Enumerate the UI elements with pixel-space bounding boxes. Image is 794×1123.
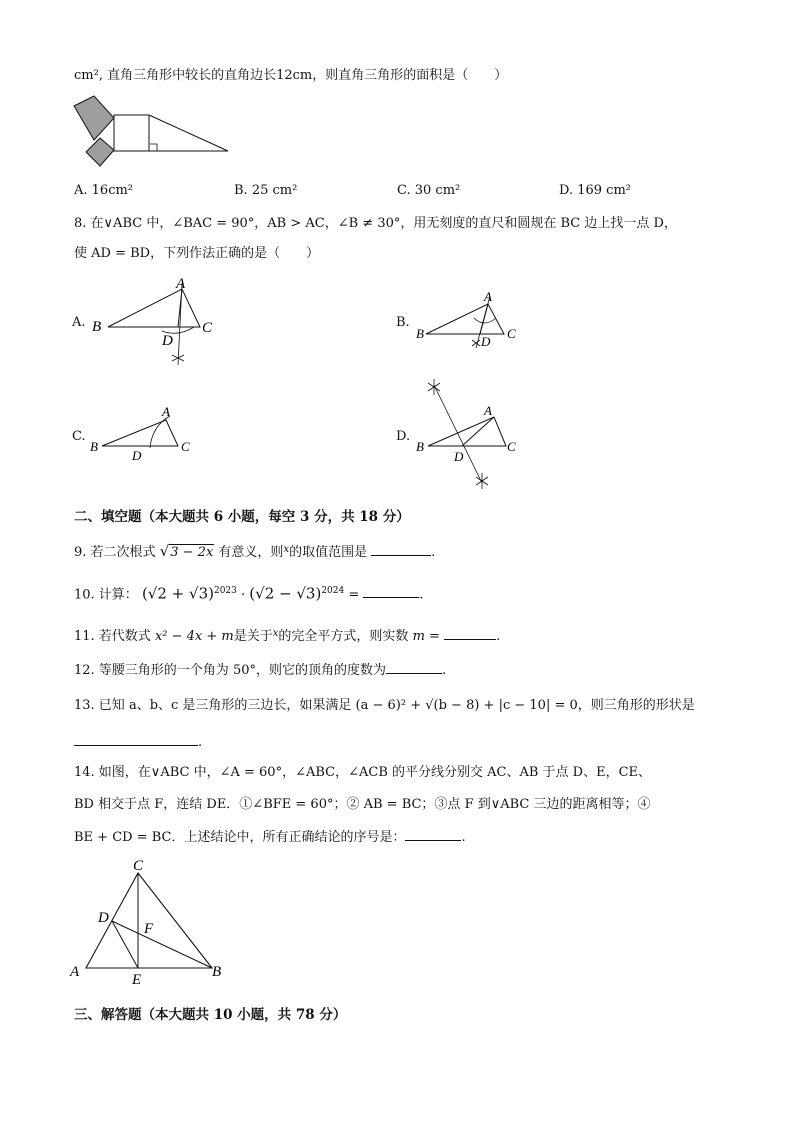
q11-eq: = — [429, 629, 440, 644]
q8a-label-b: B — [92, 319, 102, 335]
q8-line2: 使 AD = BD，下列作法正确的是（ ） — [74, 246, 320, 261]
q8-option-d-letter: D. — [396, 429, 411, 444]
q14-end: . — [461, 830, 466, 845]
q14-label-d: D — [98, 910, 109, 926]
q13-line1: 13. 已知 a、b、c 是三角形的三边长，如果满足 (a − 6)² + √(b − 8) + |c − 10| = 0，则三角形的形状是 — [74, 698, 695, 713]
q12-text: 12. 等腰三角形的一个角为 50°，则它的顶角的度数为 — [74, 663, 386, 678]
q8b-label-b: B — [416, 326, 424, 341]
q14-label-f: F — [144, 921, 154, 937]
q13-answer-blank[interactable] — [74, 733, 198, 746]
q8b-label-c: C — [507, 326, 516, 341]
q8b-label-d: D — [481, 334, 491, 349]
q13-line2 — [74, 733, 202, 752]
q9: 9. 若二次根式 √3 − 2x 有意义，则$^x$的取值范围是 . — [74, 542, 436, 560]
q9-var: x — [283, 544, 290, 555]
q11-mid2: 的完全平方式，则实数 — [278, 629, 409, 644]
q13-end: . — [198, 735, 203, 750]
q10-exp1: 2023 — [213, 586, 237, 596]
q12-answer-blank[interactable] — [386, 661, 442, 674]
q10-eq: = — [348, 587, 360, 603]
q7-option-a: A. 16cm² — [74, 183, 134, 198]
square-bottom — [86, 138, 114, 166]
q14-label-a: A — [70, 964, 80, 980]
q11-answer-blank[interactable] — [444, 627, 496, 640]
q9-end: . — [431, 545, 436, 560]
q14-label-c: C — [133, 858, 144, 874]
q10-expr1: (√2 + √3) — [141, 584, 214, 603]
q8-option-c-letter: C. — [72, 429, 86, 444]
middle-square — [114, 115, 149, 151]
q8-figure-c — [88, 400, 198, 465]
q12-end: . — [441, 663, 447, 678]
q10-answer-blank[interactable] — [363, 585, 419, 598]
q10-expr2: (√2 − √3) — [249, 584, 322, 603]
q9-radicand: 3 − 2x — [170, 545, 214, 560]
q11-mid: 是关于 — [233, 629, 273, 644]
q12 — [74, 661, 446, 680]
q8c-label-c: C — [181, 439, 190, 454]
q8-figure-d — [414, 375, 524, 490]
q8d-label-a: A — [484, 403, 492, 418]
q8-option-a-letter: A. — [72, 315, 86, 330]
section3-title: 三、解答题（本大题共 10 小题，共 78 分） — [74, 1007, 347, 1023]
section2-title: 二、填空题（本大题共 6 小题，每空 3 分，共 18 分） — [74, 509, 410, 525]
q7-option-b: B. 25 cm² — [234, 183, 298, 198]
right-triangle — [149, 115, 228, 151]
q8c-label-a: A — [162, 404, 170, 419]
q14-line3 — [74, 828, 466, 847]
q8-line1: 8. 在∨ABC 中，∠BAC = 90°，AB > AC，∠B ≠ 30°，用无刻度的直尺和圆规在 BC 边上找一点 D， — [74, 216, 677, 231]
q14-label-e: E — [132, 972, 142, 988]
q10-end: . — [419, 587, 424, 603]
q14-answer-blank[interactable] — [405, 828, 461, 841]
q11-pre: 11. 若代数式 — [74, 629, 151, 644]
q10-exp2: 2024 — [321, 586, 345, 596]
q9-answer-blank[interactable] — [371, 543, 431, 556]
q11-var: x — [272, 628, 279, 639]
q10 — [74, 582, 424, 604]
q14-line1: 14. 如图，在∨ABC 中，∠A = 60°，∠ABC，∠ACB 的平分线分别交 AC、AB 于点 D、E，CE、 — [74, 765, 652, 780]
q9-post2: 的取值范围是 — [289, 545, 368, 560]
q8d-label-d: D — [454, 449, 464, 464]
q8d-label-b: B — [416, 439, 424, 454]
q14-line3-text: BE + CD = BC．上述结论中，所有正确结论的序号是： — [74, 830, 406, 845]
q8c-label-b: B — [90, 439, 98, 454]
q8-figure-a — [90, 275, 230, 370]
q10-pre: 10. 计算： — [74, 587, 138, 603]
q8a-label-a: A — [176, 276, 186, 292]
q9-pre: 9. 若二次根式 — [74, 545, 156, 560]
q8c-label-d: D — [132, 448, 142, 463]
q8d-label-c: C — [507, 439, 516, 454]
q7-option-d: D. 169 cm² — [559, 183, 631, 198]
q9-post: 有意义，则 — [218, 545, 284, 560]
q11-expr: x² − 4x + m — [154, 629, 234, 644]
q14-line2: BD 相交于点 F，连结 DE．①∠BFE = 60°；② AB = BC；③点 F 到∨ABC 三边的距离相等；④ — [74, 797, 651, 812]
square-top-left — [74, 96, 114, 140]
q8b-label-a: A — [484, 289, 492, 304]
q11 — [74, 625, 500, 646]
q8-figure-b — [414, 288, 524, 358]
q8-option-b-letter: B. — [396, 315, 410, 330]
q7-option-c: C. 30 cm² — [397, 183, 461, 198]
q14-figure — [66, 855, 236, 990]
q10-dot: · — [241, 587, 246, 603]
q8a-label-d: D — [162, 333, 173, 349]
q7-stem: cm², 直角三角形中较长的直角边长12cm，则直角三角形的面积是（ ） — [74, 68, 508, 83]
q14-label-b: B — [212, 964, 222, 980]
q11-var2: m — [412, 629, 425, 644]
q7-figure — [66, 92, 236, 172]
q8a-label-c: C — [202, 320, 213, 336]
q11-end: . — [496, 629, 501, 644]
right-angle-mark — [150, 144, 157, 151]
